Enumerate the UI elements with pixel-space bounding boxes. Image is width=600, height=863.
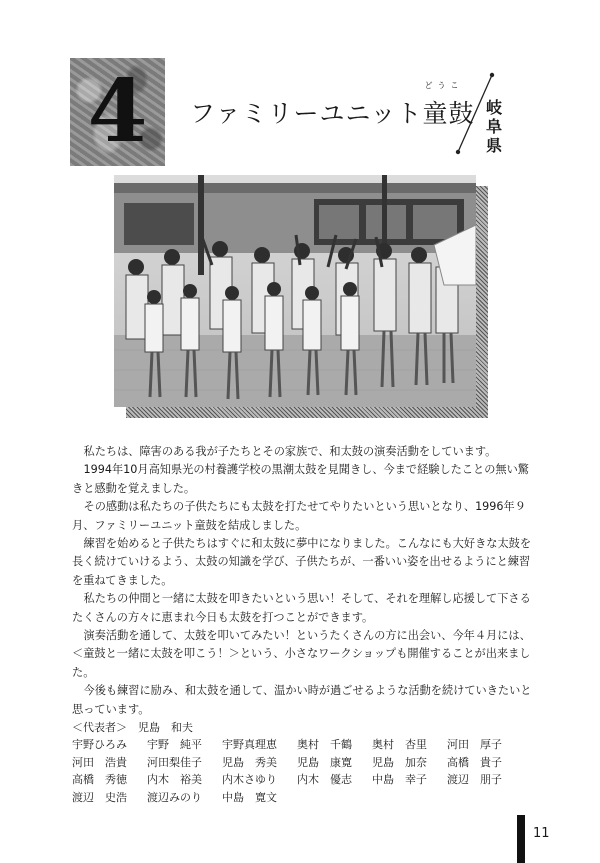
member-name: 中島 寛文 <box>222 790 277 804</box>
member-name: 児島 加奈 <box>372 755 427 769</box>
member-name: 河田 浩貴 <box>72 755 127 769</box>
member-name: 内木 優志 <box>297 773 352 786</box>
page-number-bar <box>517 815 525 863</box>
paragraph: 練習を始めると子供たちはすぐに和太鼓に夢中になりました。こんなにも大好きな太鼓を長く続けていけるよう、太鼓の知識を学び、子供たちが、一番いい姿を出せるようにと練習を重ねてきました。 <box>72 537 532 587</box>
member-name: 宇野 純平 <box>147 738 202 751</box>
member-name: 河田梨佳子 <box>147 755 202 769</box>
member-name: 渡辺 朋子 <box>447 773 502 786</box>
members-row <box>72 789 522 807</box>
member-name: 渡辺 史浩 <box>72 790 127 804</box>
member-name: 渡辺みのり <box>147 790 202 804</box>
member-name: 河田 厚子 <box>447 738 502 751</box>
member-name: 高橋 貴子 <box>447 755 502 769</box>
page-title <box>190 81 475 130</box>
member-name: 奥村 杏里 <box>372 738 427 751</box>
members-row <box>72 771 522 789</box>
paragraph: 1994年10月高知県光の村養護学校の黒潮太鼓を見聞きし、今まで経験したことの無い驚きと感動を覚えました。 <box>72 463 529 495</box>
member-name: 宇野ひろみ <box>72 738 127 751</box>
member-name: 宇野真理恵 <box>222 738 277 751</box>
member-name: 高橋 秀徳 <box>72 773 127 786</box>
group-photo-image <box>114 175 476 407</box>
paragraph: 演奏活動を通して、太鼓を叩いてみたい！というたくさんの方に出会い、今年４月には、＜童鼓と一緒に太鼓を叩こう！＞という、小さなワークショップも開催することが出来ました。 <box>72 629 531 679</box>
member-name: 内木さゆり <box>222 773 277 786</box>
title-tail: 童鼓 <box>422 99 475 128</box>
title-main: ファミリーユニット <box>190 99 423 128</box>
member-name: 内木 裕美 <box>147 773 202 786</box>
page-number: 11 <box>533 826 550 841</box>
body-text <box>72 443 534 719</box>
members-list <box>72 736 522 806</box>
chapter-number-block <box>70 58 165 166</box>
prefecture-label: 岐阜県 <box>485 98 502 155</box>
member-name: 奥村 千鶴 <box>297 738 352 751</box>
member-name: 児島 秀美 <box>222 755 277 769</box>
paragraph: 今後も練習に励み、和太鼓を通して、温かい時が過ごせるような活動を続けていきたいと思っています。 <box>72 684 532 716</box>
paragraph: 私たちは、障害のある我が子たちとその家族で、和太鼓の演奏活動をしています。 <box>83 445 497 458</box>
member-name: 中島 幸子 <box>372 773 427 786</box>
paragraph: 私たちの仲間と一緒に太鼓を叩きたいという思い！そして、それを理解し応援して下さるたくさんの方々に恵まれ今日も太鼓を打つことができます。 <box>72 592 531 624</box>
chapter-number: 4 <box>87 61 148 162</box>
member-name: 児島 康寛 <box>297 755 352 769</box>
members-row <box>72 754 522 772</box>
representative-label: ＜代表者＞ 児島 和夫 <box>72 721 193 734</box>
title-ruby: どうこ <box>424 81 464 90</box>
members-row <box>72 736 522 754</box>
paragraph: その感動は私たちの子供たちにも太鼓を打たせてやりたいという思いとなり、1996年９月、ファミリーユニット童鼓を結成しました。 <box>72 500 526 532</box>
